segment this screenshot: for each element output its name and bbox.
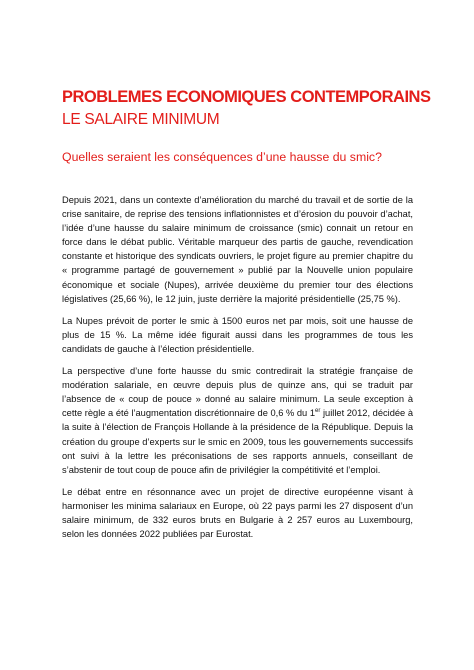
paragraph-3 xyxy=(62,364,413,477)
document-subtitle: LE SALAIRE MINIMUM xyxy=(62,111,220,128)
section-question: Quelles seraient les conséquences d’une hausse du smic? xyxy=(62,150,382,164)
document-title: PROBLEMES ECONOMIQUES CONTEMPORAINS xyxy=(62,88,431,106)
paragraph-3-text-after: juillet 2012, décidée à la suite à l’élection de François Hollande à la présidence de la République. Depuis la création du groupe d’experts sur le smic en 2009, tous les gouvernements successifs ont suivi à la lettre les préconisations de ses rapports annuels, conseillant de s’abstenir de tout coup de pouce afin de privilégier la compétitivité et l’emploi. xyxy=(62,408,413,475)
ordinal-superscript: er xyxy=(315,408,321,415)
paragraph-1: Depuis 2021, dans un contexte d’amélioration du marché du travail et de sortie de la crise sanitaire, de reprise des tensions inflationnistes et d’érosion du pouvoir d’achat, l’idée d’une hausse du salaire minimum de croissance (smic) connait un retour en force dans le débat public. Véritable marqueur des partis de gauche, revendication constante et historique des syndicats ouvriers, le projet figure au premier chapitre du « programme partagé de gouvernement » publié par la Nouvelle union populaire économique et sociale (Nupes), arrivée deuxième du premier tour des élections législatives (25,66 %), le 12 juin, juste derrière la majorité présidentielle (25,75 %). xyxy=(62,195,413,304)
paragraph-3-text-before: La perspective d’une forte hausse du smic contredirait la stratégie française de modération salariale, en œuvre depuis plus de quinze ans, qui se traduit par l’absence de « coup de pouce » donné au salaire minimum. La seule exception à cette règle a été l’augmentation discrétionnaire de 0,6 % du 1 xyxy=(62,366,413,419)
paragraph-4: Le débat entre en résonnance avec un projet de directive européenne visant à harmoniser les minima salariaux en Europe, où 22 pays parmi les 27 disposent d’un salaire minimum, de 332 euros bruts en Bulgarie à 2 257 euros au Luxembourg, selon les données 2022 publiées par Eurostat. xyxy=(62,486,413,540)
document-body xyxy=(62,193,413,549)
paragraph-2: La Nupes prévoit de porter le smic à 1500 euros net par mois, soit une hausse de plus de 15 %. La même idée figurait aussi dans les programmes de tous les candidats de gauche à l’élection présidentielle. xyxy=(62,315,413,354)
